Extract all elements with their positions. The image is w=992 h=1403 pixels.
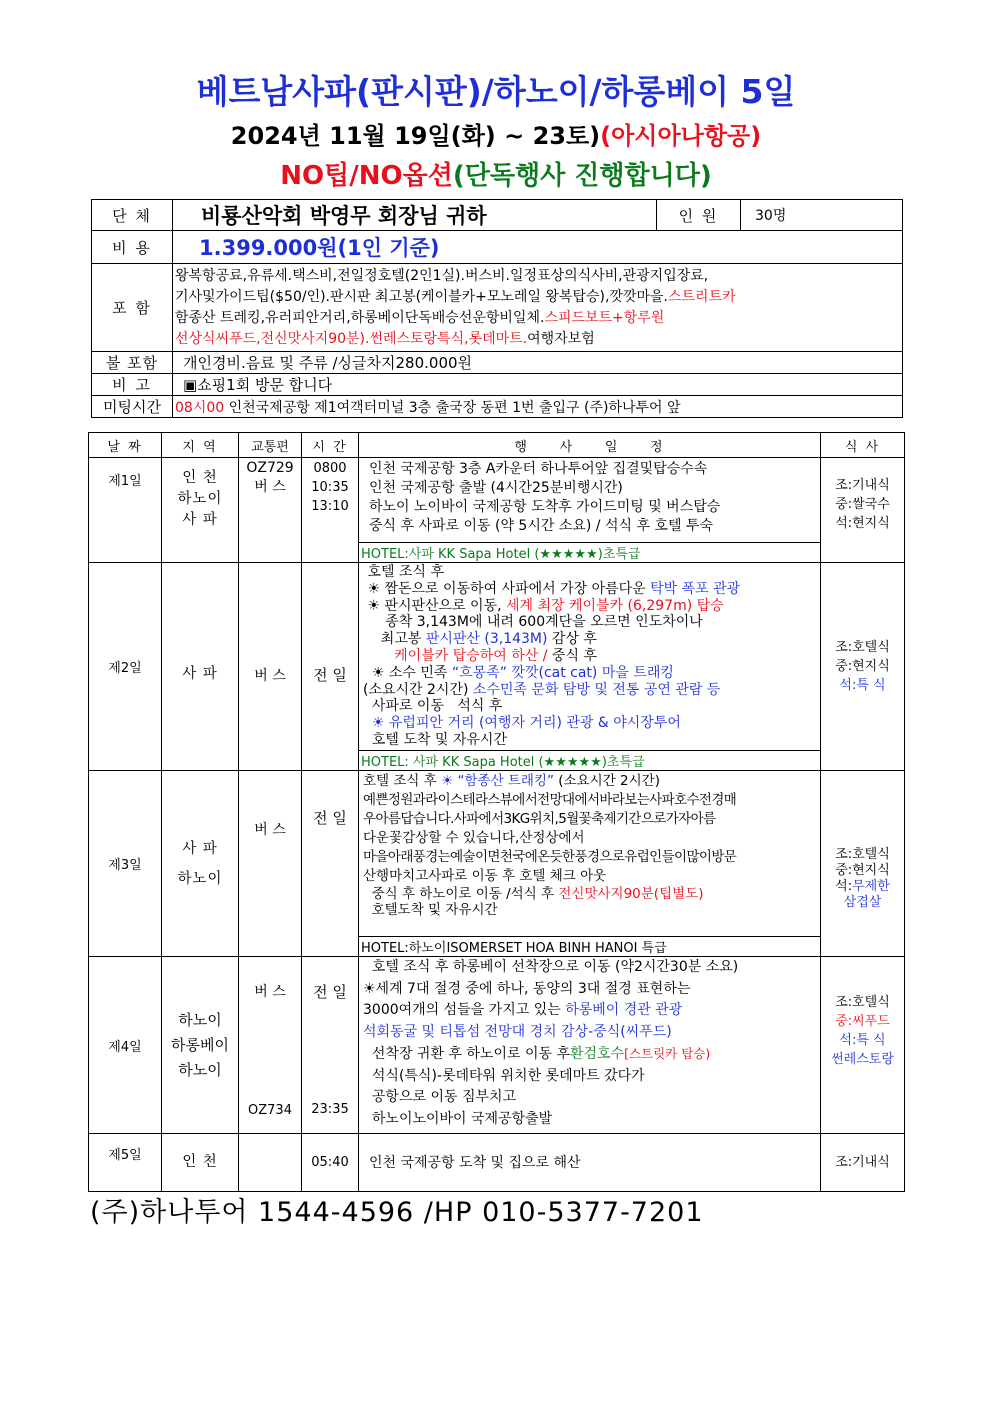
day2-hotel: HOTEL: 사파 KK Sapa Hotel (★★★★★)초특급: [359, 751, 821, 771]
day3-meals: 조:호텔식 중:현지식 석:무제한 삼겹살: [821, 771, 905, 957]
day4-row: [89, 957, 905, 1134]
day5-region: 인 천: [162, 1134, 239, 1192]
day3-region: 사 파 하노이: [162, 771, 239, 957]
group-label: 단 체: [92, 200, 173, 231]
note-value: ▣쇼핑1회 방문 합니다: [173, 374, 903, 396]
day2-activities: 호텔 조식 후 ☀ 짬돈으로 이동하여 사파에서 가장 아름다운 탁박 폭포 관광 ☀ 판시판산으로 이동, 세계 최장 케이블카 (6,297m) 탑승 종착 3,143M에 내려 600계단을 오르면 인도차이나 최고봉 판시판산 (3,143M) 감상 후 케이블카 탑승하여 하산 / 중식 후 ☀ 소수 민족 “흐몽족” 깟깟(cat cat) 마을 트래킹 (소요시간 2시간) 소수민족 문화 탐방 및 전통 공연 관람 등 사파로 이동 석식 후 ☀ 유럽피안 거리 (여행자 거리) 관광 & 야시장투어 호텔 도착 및 자유시간: [359, 563, 821, 751]
day1-transport: OZ729 버 스: [239, 458, 302, 563]
schedule-header-row: [89, 433, 905, 458]
include-line: 함종산 트레킹,유러피안거리,하롱베이단독배승선운항비일체.스피드보트+항루원: [175, 309, 665, 326]
day4-meals: 조:호텔식 중:씨푸드 석:특 식 썬레스토랑: [821, 957, 905, 1134]
meeting-label: 미팅시간: [92, 396, 173, 418]
page-title: 베트남사파(판시판)/하노이/하롱베이 5일: [196, 72, 796, 111]
day1-region: 인 천 하노이 사 파: [162, 458, 239, 563]
meeting-time: 08시00: [175, 399, 225, 416]
day3-activities: 호텔 조식 후 ☀ “함종산 트래킹” (소요시간 2시간) 예쁜정원과라이스테라스뷰에서전망대에서바라보는사파호수전경매 우아름답습니다.사파에서3KG위치,5월꽃축제기간으로가자아름 다운꽃감상할 수 있습니다,산정상에서 마을아래풍경는예술이면천국에온듯한풍경으로유럽인들이많이방문 산행마치고사파로 이동 후 호텔 체크 아웃 중식 후 하노이로 이동 /석식 후 전신맛사지90분(팁별도) 호텔도착 및 자유시간: [359, 771, 821, 937]
include-insurance: 여행자보험: [527, 330, 595, 347]
day3-row: [89, 771, 905, 937]
info-row-note: [92, 374, 903, 396]
day4-region: 하노이 하롱베이 하노이: [162, 957, 239, 1134]
day1-time: 0800 10:35 13:10: [302, 458, 359, 563]
day5-activities: 인천 국제공항 도착 및 집으로 해산: [359, 1134, 821, 1192]
info-row-meeting: [92, 396, 903, 418]
date-text: 2024년 11월 19일(화) ~ 23토): [230, 122, 601, 150]
include-label: 포 함: [92, 264, 173, 352]
day1-activities: 인천 국제공항 3층 A카운터 하나투어앞 집결및탑승수속 인천 국제공항 출발 (4시간25분비행시간) 하노이 노이바이 국제공항 도착후 가이드미팅 및 버스탑승 중식 후 사파로 이동 (약 5시간 소요) / 석식 후 호텔 투숙: [359, 458, 821, 543]
day4-activities: 호텔 조식 후 하롱베이 선착장으로 이동 (약2시간30분 소요) ☀세계 7대 절경 중에 하나, 동양의 3대 절경 표현하는 3000여개의 섬들을 가지고 있는 하롱베이 경관 관광 석회동굴 및 티톱섬 전망대 경치 감상-중식(씨푸드) 선착장 귀환 후 하노이로 이동 후환검호수[스트릿카 탑승) 석식(특식)-롯데타워 위치한 롯데마트 갔다가 공항으로 이동 짐부치고 하노이노이바이 국제공항출발: [359, 957, 821, 1134]
notice: [0, 155, 992, 192]
include-line: 선상식씨푸드,전신맛사지90분).썬레스토랑특식,롯데마트.여행자보험: [175, 330, 595, 347]
exclude-value: 개인경비.음료 및 주류 /싱글차지280.000원: [173, 352, 903, 374]
day2-label: 제2일: [89, 563, 162, 771]
group-value: 비룡산악회 박영무 회장님 귀하: [173, 200, 657, 231]
day4-label: 제4일: [89, 957, 162, 1134]
day5-label: 제5일: [89, 1134, 162, 1192]
day2-meals: 조:호텔식 중:현지식 석:특 식: [821, 563, 905, 771]
day2-region: 사 파: [162, 563, 239, 771]
info-row-group: [92, 200, 903, 231]
day1-meals: 조:기내식 중:쌀국수 석:현지식: [821, 458, 905, 563]
day2-time: 전 일: [302, 563, 359, 771]
people-value: 30명: [741, 200, 903, 231]
notice-no-tip: NO팁/NO옵션: [280, 161, 453, 191]
day3-transport: 버 스: [239, 771, 302, 957]
day5-transport: [239, 1134, 302, 1192]
info-table: [91, 199, 903, 418]
note-label: 비 고: [92, 374, 173, 396]
schedule-table: [88, 432, 905, 1192]
travel-date: [0, 116, 992, 151]
day1-hotel: HOTEL:사파 KK Sapa Hotel (★★★★★)초특급: [359, 543, 821, 563]
header-meal: 식 사: [821, 433, 905, 458]
day3-label: 제3일: [89, 771, 162, 957]
airline: (아시아나항공): [600, 122, 762, 150]
header-itinerary: 행 사 일 정: [359, 433, 821, 458]
day5-meals: 조:기내식: [821, 1134, 905, 1192]
day4-time: 전 일 23:35: [302, 957, 359, 1134]
header-time: 시 간: [302, 433, 359, 458]
day3-time: 전 일: [302, 771, 359, 957]
include-highlight: 스트리트카: [668, 288, 736, 305]
include-value: [173, 264, 903, 352]
day2-row: [89, 563, 905, 751]
info-row-cost: [92, 231, 903, 264]
day5-row: [89, 1134, 905, 1192]
info-row-exclude: [92, 352, 903, 374]
header-region: 지 역: [162, 433, 239, 458]
cost-value: 1.399.000원(1인 기준): [173, 231, 903, 264]
people-label: 인 원: [657, 200, 741, 231]
day4-transport: 버 스 OZ734: [239, 957, 302, 1134]
cost-label: 비 용: [92, 231, 173, 264]
include-line: 기사및가이드팁($50/인).판시판 최고봉(케이블카+모노레일 왕복탑승),깟깟마을.스트리트카: [175, 288, 736, 305]
footer-contact: (주)하나투어 1544-4596 /HP 010-5377-7201: [90, 1197, 704, 1228]
include-line: 왕복항공료,유류세.택스비,전일정호텔(2인1실).버스비.일정표상의식사비,관광지입장료,: [175, 267, 709, 284]
notice-exclusive: (단독행사 진행합니다): [452, 161, 712, 191]
exclude-label: 불 포함: [92, 352, 173, 374]
day5-time: 05:40: [302, 1134, 359, 1192]
day2-transport: 버 스: [239, 563, 302, 771]
header-transport: 교통편: [239, 433, 302, 458]
meeting-value: 08시00 인천국제공항 제1여객터미널 3층 출국장 동편 1번 출입구 (주)하나투어 앞: [173, 396, 903, 418]
include-highlight: 스피드보트+항루원: [544, 309, 665, 326]
header-date: 날 짜: [89, 433, 162, 458]
day3-hotel: HOTEL:하노이ISOMERSET HOA BINH HANOI 특급: [359, 937, 821, 957]
day1-row: [89, 458, 905, 543]
day1-label: 제1일: [89, 458, 162, 563]
info-row-include: [92, 264, 903, 352]
